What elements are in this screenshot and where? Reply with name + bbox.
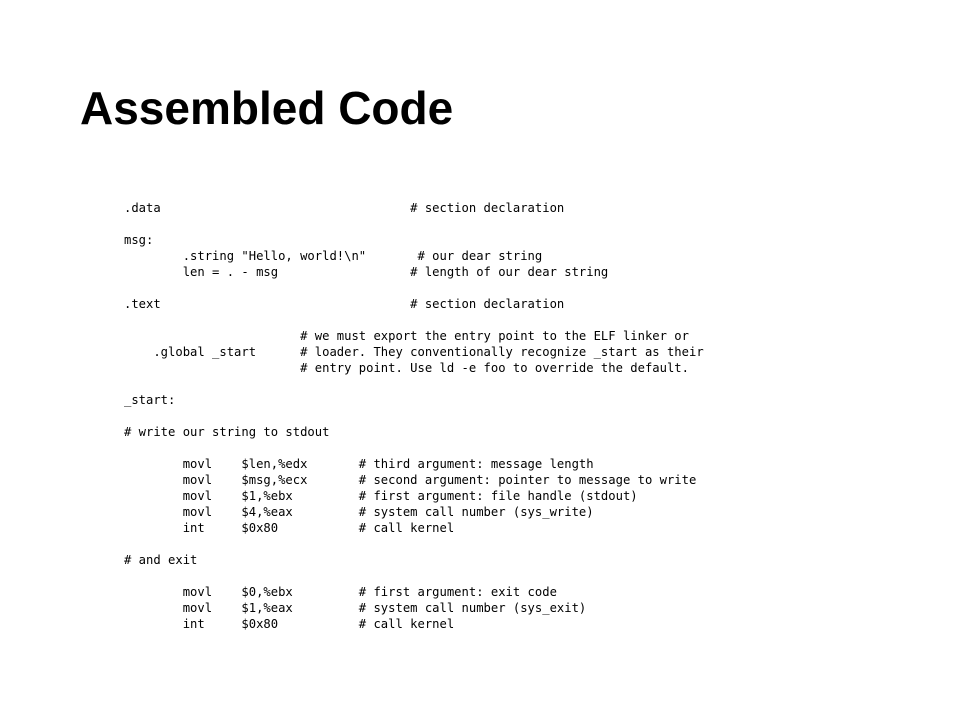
code-line: movl $len,%edx # third argument: message length bbox=[124, 457, 594, 471]
code-line: movl $1,%eax # system call number (sys_exit) bbox=[124, 601, 587, 615]
code-line: msg: bbox=[124, 233, 154, 247]
code-line: int $0x80 # call kernel bbox=[124, 521, 455, 535]
code-line: # and exit bbox=[124, 553, 198, 567]
code-line: .data # section declaration bbox=[124, 201, 565, 215]
code-line: .string "Hello, world!\n" # our dear string bbox=[124, 249, 543, 263]
code-line: # entry point. Use ld -e foo to override the default. bbox=[124, 361, 689, 375]
code-line: movl $1,%ebx # first argument: file handle (stdout) bbox=[124, 489, 638, 503]
code-line: .global _start # loader. They conventionally recognize _start as their bbox=[124, 345, 704, 359]
code-line: movl $msg,%ecx # second argument: pointer to message to write bbox=[124, 473, 697, 487]
code-line bbox=[124, 280, 704, 296]
code-line: _start: bbox=[124, 393, 176, 407]
code-line bbox=[124, 568, 704, 584]
code-line bbox=[124, 440, 704, 456]
code-line bbox=[124, 408, 704, 424]
code-line bbox=[124, 312, 704, 328]
code-listing bbox=[124, 200, 704, 632]
code-line: # write our string to stdout bbox=[124, 425, 330, 439]
code-line bbox=[124, 216, 704, 232]
code-line bbox=[124, 376, 704, 392]
code-line: len = . - msg # length of our dear string bbox=[124, 265, 609, 279]
slide-title: Assembled Code bbox=[80, 82, 454, 134]
code-line: # we must export the entry point to the ELF linker or bbox=[124, 329, 689, 343]
code-line: movl $4,%eax # system call number (sys_write) bbox=[124, 505, 594, 519]
code-line: int $0x80 # call kernel bbox=[124, 617, 455, 631]
code-line: movl $0,%ebx # first argument: exit code bbox=[124, 585, 557, 599]
code-line: .text # section declaration bbox=[124, 297, 565, 311]
code-line bbox=[124, 536, 704, 552]
